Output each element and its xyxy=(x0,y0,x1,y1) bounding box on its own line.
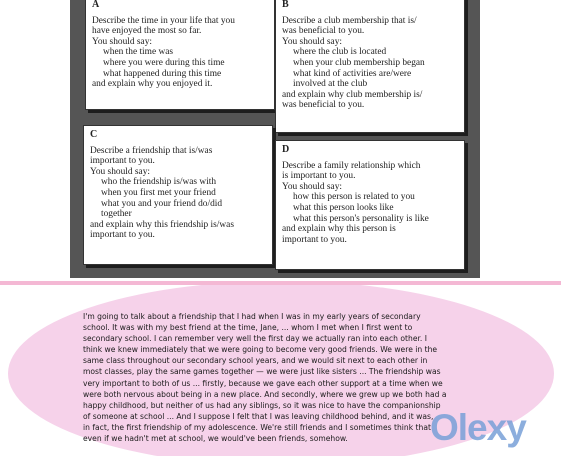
card-line: You should say: xyxy=(90,166,150,177)
card-line: when the time was xyxy=(103,47,174,58)
card-letter: D xyxy=(282,144,290,155)
card-line: You should say: xyxy=(282,181,342,192)
card-letter: C xyxy=(90,129,98,140)
card-line: and explain why this person is xyxy=(282,224,396,235)
sample-answer-panel xyxy=(0,285,561,456)
card-line: how this person is related to you xyxy=(293,192,415,203)
sample-answer-text xyxy=(83,311,478,444)
card-line: important to you. xyxy=(90,230,155,241)
card-line: who the friendship is/was with xyxy=(101,177,217,188)
card-letter: B xyxy=(282,0,289,10)
card-line: have enjoyed the most so far. xyxy=(92,26,202,37)
passage-line: were both nervous about being in a new place. And secondly, where we grew up we both had a xyxy=(83,389,447,399)
card-line: where you were during this time xyxy=(103,57,225,68)
cue-card-c xyxy=(83,125,273,265)
card-line: important to you. xyxy=(282,234,347,245)
card-line: when your club membership began xyxy=(293,57,425,68)
passage-line: most classes, play the same games together — we were just like sisters ... The friendship was xyxy=(83,367,441,377)
card-line: Describe a family relationship which xyxy=(282,160,421,171)
card-line: and explain why club membership is/ xyxy=(282,89,423,100)
passage-line: school. It was with my best friend at the time, Jane, ... whom I met when I first went to xyxy=(83,323,413,333)
card-line: together xyxy=(101,209,132,220)
cue-card-d xyxy=(275,140,465,270)
card-line: involved at the club xyxy=(293,79,368,90)
card-line: what this person looks like xyxy=(293,202,394,213)
card-line: You should say: xyxy=(92,36,152,47)
passage-line: of someone at school ... And I suppose I felt that I was leaving childhood behind, and it was, xyxy=(83,411,434,421)
card-line: what you and your friend do/did xyxy=(101,198,223,209)
passage-line: secondary school. I can remember very well the first day we actually ran into each other. I xyxy=(83,334,427,344)
card-line: Describe a club membership that is/ xyxy=(282,15,417,26)
card-line: what this person's personality is like xyxy=(293,213,429,224)
card-line: Describe a friendship that is/was xyxy=(90,145,213,156)
logo-wordmark: Olexy xyxy=(430,407,526,448)
passage-line: same class throughout our secondary school years, and we would sit next to each other in xyxy=(83,356,428,366)
card-line: what happened during this time xyxy=(103,68,222,79)
card-line: and explain why this friendship is/was xyxy=(90,219,234,230)
card-line: what kind of activities are/were xyxy=(293,68,412,79)
passage-line: even if we hadn't met at school, we would've been friends, somehow. xyxy=(83,434,348,444)
passage-line: happy childhood, but neither of us had any siblings, so it was nice to have the companionship xyxy=(83,400,441,410)
card-line: was beneficial to you. xyxy=(282,26,365,37)
passage-line: in fact, the first friendship of my adolescence. We're still friends and I sometimes think that xyxy=(83,422,431,432)
card-letter: A xyxy=(92,0,100,10)
card-line: when you first met your friend xyxy=(101,187,216,198)
card-line: is important to you. xyxy=(282,171,356,182)
passage-line: I'm going to talk about a friendship that I had when I was in my early years of secondary xyxy=(83,312,421,321)
card-line: important to you. xyxy=(90,156,155,167)
cue-card-a xyxy=(85,0,275,110)
card-line: where the club is located xyxy=(293,47,387,58)
passage-line: think we knew immediately that we were going to become very good friends. We were in the xyxy=(83,345,438,355)
card-line: Describe the time in your life that you xyxy=(92,15,235,26)
passage-line: very important to both of us ... firstly, because we gave each other support at a time when we xyxy=(83,378,443,388)
card-line: was beneficial to you. xyxy=(282,100,365,111)
card-line: and explain why you enjoyed it. xyxy=(92,79,213,90)
cue-card-b xyxy=(275,0,465,133)
card-line: You should say: xyxy=(282,36,342,47)
olexy-logo xyxy=(430,407,556,448)
